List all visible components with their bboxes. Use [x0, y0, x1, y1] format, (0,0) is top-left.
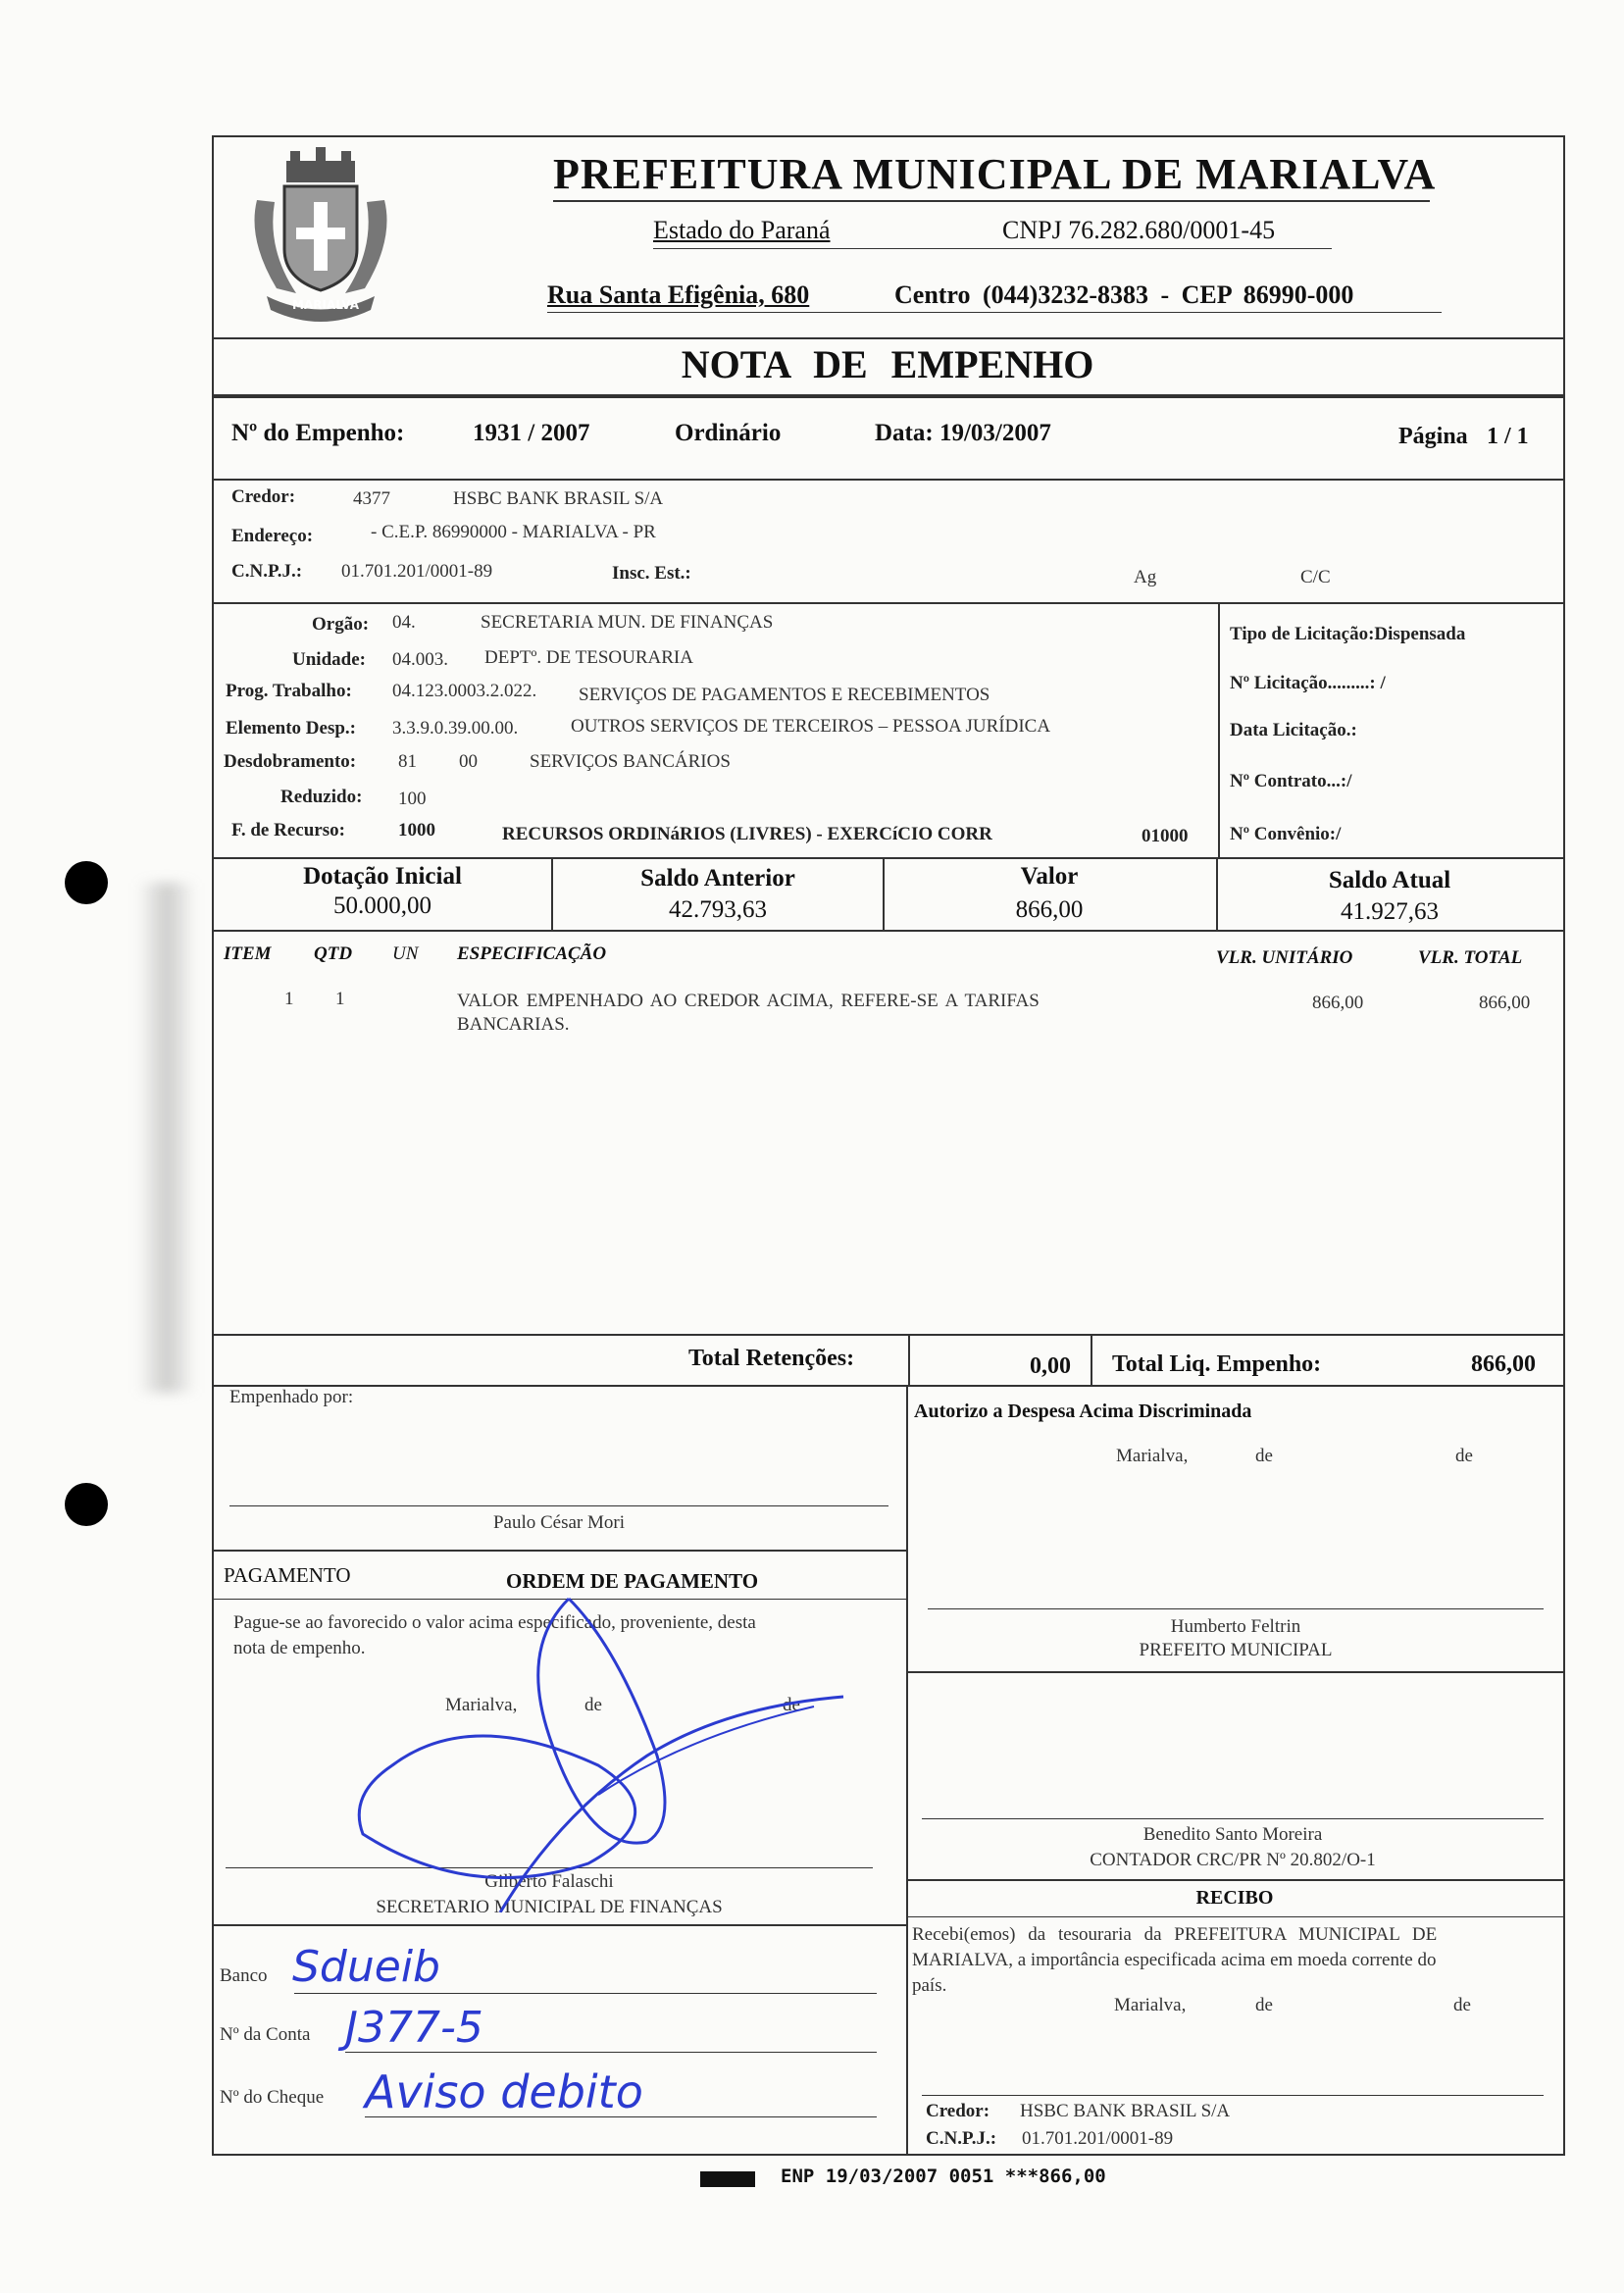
col-especificacao: ESPECIFICAÇÃO	[457, 943, 607, 964]
address-underline	[547, 312, 1442, 313]
atual-label: Saldo Atual	[1328, 867, 1451, 893]
punch-hole-bottom	[65, 1483, 108, 1526]
divider	[212, 857, 1563, 859]
fonte-sub: 01000	[1142, 826, 1189, 846]
orgao-code: 04.	[392, 612, 416, 633]
page-label: Página	[1398, 424, 1468, 449]
prefeito-title: PREFEITO MUNICIPAL	[1139, 1640, 1333, 1660]
divider	[212, 337, 1563, 339]
divider	[212, 479, 1563, 481]
elemento-value: OUTROS SERVIÇOS DE TERCEIROS – PESSOA JURÍDICA	[571, 716, 1051, 737]
cnpj-label: C.N.P.J.:	[231, 561, 303, 582]
orgao-label: Orgão:	[312, 614, 370, 635]
secretario-signature	[353, 1589, 863, 1912]
recibo-cnpj-value: 01.701.201/0001-89	[1022, 2128, 1174, 2149]
address-label: Rua Santa Efigênia, 680	[547, 280, 810, 309]
numero-licitacao: Nº Licitação.........: /	[1230, 673, 1386, 693]
endereco-label: Endereço:	[231, 526, 314, 546]
recibo-line1: Recebi(emos) da tesouraria da PREFEITURA MUNICIPAL DE	[912, 1924, 1438, 1945]
municipal-crest	[228, 141, 414, 328]
empenho-type: Ordinário	[675, 420, 782, 446]
elemento-code: 3.3.9.0.39.00.00.	[392, 718, 519, 739]
empenho-date: Data: 19/03/2007	[875, 420, 1051, 446]
empenhado-label: Empenhado por:	[229, 1387, 354, 1407]
divider	[212, 394, 1563, 398]
tipo-licitacao: Tipo de Licitação:Dispensada	[1230, 624, 1466, 644]
dotacao-label: Dotação Inicial	[303, 863, 462, 890]
recibo-line2: MARIALVA, a importância especificada acima em moeda corrente do	[912, 1950, 1437, 1970]
reduzido-label: Reduzido:	[280, 787, 363, 807]
secretario-title: SECRETARIO MUNICIPAL DE FINANÇAS	[376, 1897, 723, 1917]
divider	[212, 930, 1563, 932]
banco-value[interactable]: Sdueib	[292, 1942, 440, 1992]
numero-convenio: Nº Convênio:/	[1230, 824, 1342, 844]
data-licitacao: Data Licitação.:	[1230, 720, 1357, 740]
prefeito-name: Humberto Feltrin	[1170, 1616, 1301, 1637]
cheque-value[interactable]: Aviso debito	[365, 2065, 643, 2118]
prog-label: Prog. Trabalho:	[226, 681, 352, 701]
atual-value: 41.927,63	[1341, 898, 1439, 925]
divider	[906, 1671, 1563, 1673]
divider	[212, 1334, 1563, 1336]
empenhado-name: Paulo César Mori	[492, 1512, 626, 1533]
fonte-value: RECURSOS ORDINáRIOS (LIVRES) - EXERCíCIO CORR	[502, 824, 992, 844]
numero-contrato: Nº Contrato...:/	[1230, 771, 1352, 791]
item-vlr-total: 866,00	[1479, 993, 1531, 1013]
ordem-de1: de	[584, 1695, 602, 1715]
cnpj-header: CNPJ 76.282.680/0001-45	[1002, 216, 1276, 244]
item-espec-line2: BANCARIAS.	[457, 1014, 570, 1035]
valor-label: Valor	[1020, 863, 1079, 890]
divider	[906, 1916, 1563, 1917]
recibo-label: RECIBO	[1195, 1887, 1274, 1909]
conta-label: Nº da Conta	[220, 2024, 311, 2045]
ordem-de2: de	[783, 1695, 800, 1715]
fonte-label: F. de Recurso:	[231, 820, 345, 841]
autorizo-de1: de	[1255, 1446, 1273, 1466]
doc-title: NOTA DE EMPENHO	[681, 342, 1094, 386]
anterior-value: 42.793,63	[669, 896, 767, 923]
signature-line	[928, 1608, 1544, 1609]
recibo-de2: de	[1453, 1995, 1471, 2015]
item-qtd: 1	[335, 989, 345, 1009]
cheque-line	[365, 2116, 877, 2117]
pagamento-label: PAGAMENTO	[224, 1563, 351, 1587]
col-item: ITEM	[224, 943, 272, 964]
fonte-code: 1000	[398, 820, 435, 841]
reduzido-value: 100	[398, 789, 427, 809]
endereco-value: - C.E.P. 86990000 - MARIALVA - PR	[371, 522, 656, 542]
divider	[908, 1334, 910, 1385]
ordem-pagamento-label: ORDEM DE PAGAMENTO	[506, 1569, 759, 1593]
unidade-value: DEPTº. DE TESOURARIA	[484, 647, 693, 668]
unidade-code: 04.003.	[392, 649, 448, 670]
anterior-label: Saldo Anterior	[640, 865, 795, 892]
liquido-label: Total Liq. Empenho:	[1112, 1351, 1322, 1377]
crest-ribbon-text: MARIALVA	[292, 298, 359, 312]
recibo-credor-name: HSBC BANK BRASIL S/A	[1020, 2101, 1231, 2121]
insc-label: Insc. Est.:	[612, 563, 691, 584]
divider	[906, 1385, 908, 2154]
contador-name: Benedito Santo Moreira	[1142, 1824, 1323, 1845]
pague-line1: Pague-se ao favorecido o valor acima especificado, proveniente, desta	[233, 1612, 756, 1633]
credor-name: HSBC BANK BRASIL S/A	[453, 488, 664, 509]
scan-smudge	[137, 883, 196, 1393]
prog-code: 04.123.0003.2.022.	[392, 681, 537, 701]
stamp-mark	[700, 2171, 755, 2187]
cnpj-value: 01.701.201/0001-89	[341, 561, 493, 582]
ordem-marialva: Marialva,	[445, 1695, 518, 1715]
item-vlr-unit: 866,00	[1312, 993, 1364, 1013]
processing-stamp: ENP 19/03/2007 0051 ***866,00	[781, 2166, 1106, 2187]
page-title: PREFEITURA MUNICIPAL DE MARIALVA	[553, 150, 1437, 198]
col-vlr-unitario: VLR. UNITÁRIO	[1216, 947, 1353, 968]
pague-line2: nota de empenho.	[233, 1638, 366, 1658]
desdobramento-sub: 00	[459, 751, 478, 772]
col-qtd: QTD	[314, 943, 353, 964]
divider	[1218, 602, 1220, 859]
credor-code: 4377	[353, 488, 390, 509]
recibo-credor-label: Credor:	[926, 2101, 990, 2121]
ag-label: Ag	[1134, 567, 1157, 587]
col-vlr-total: VLR. TOTAL	[1418, 947, 1523, 968]
item-espec-line1: VALOR EMPENHADO AO CREDOR ACIMA, REFERE-SE A TARIFAS	[457, 991, 1040, 1011]
cheque-label: Nº do Cheque	[220, 2087, 325, 2108]
divider	[212, 602, 1563, 604]
col-un: UN	[392, 943, 419, 964]
recibo-de1: de	[1255, 1995, 1273, 2015]
desdobramento-value: SERVIÇOS BANCÁRIOS	[530, 751, 731, 772]
conta-value[interactable]: J377-5	[345, 2003, 483, 2053]
banco-line	[294, 1993, 877, 1994]
punch-hole-top	[65, 861, 108, 904]
empenho-label: Nº do Empenho:	[231, 420, 405, 446]
valor-value: 866,00	[1015, 896, 1084, 923]
state-underline	[653, 248, 1332, 249]
signature-line	[229, 1505, 888, 1506]
recibo-cnpj-label: C.N.P.J.:	[926, 2128, 997, 2149]
recibo-line3: país.	[912, 1975, 947, 1996]
cc-label: C/C	[1300, 567, 1331, 587]
autorizo-de2: de	[1455, 1446, 1473, 1466]
empenho-number: 1931 / 2007	[473, 420, 590, 446]
title-underline	[553, 200, 1430, 202]
page-number: 1 / 1	[1487, 424, 1529, 449]
recibo-marialva: Marialva,	[1114, 1995, 1187, 2015]
signature-line	[922, 2095, 1544, 2096]
prog-value: SERVIÇOS DE PAGAMENTOS E RECEBIMENTOS	[579, 685, 990, 705]
conta-line	[345, 2052, 877, 2053]
desdobramento-label: Desdobramento:	[224, 751, 357, 772]
autorizo-label: Autorizo a Despesa Acima Discriminada	[914, 1401, 1252, 1422]
elemento-label: Elemento Desp.:	[226, 718, 356, 739]
divider	[906, 1879, 1563, 1881]
orgao-value: SECRETARIA MUN. DE FINANÇAS	[481, 612, 774, 633]
secretario-name: Gilberto Falaschi	[484, 1871, 614, 1892]
desdobramento-code: 81	[398, 751, 417, 772]
divider	[1091, 1334, 1092, 1385]
credor-label: Credor:	[231, 486, 296, 507]
divider	[212, 1550, 906, 1552]
retencoes-label: Total Retenções:	[688, 1346, 855, 1371]
divider	[212, 1924, 906, 1926]
dotacao-value: 50.000,00	[333, 892, 431, 919]
state-label: Estado do Paraná	[653, 216, 831, 244]
contador-title: CONTADOR CRC/PR Nº 20.802/O-1	[1090, 1850, 1376, 1870]
autorizo-marialva: Marialva,	[1116, 1446, 1189, 1466]
item-number: 1	[284, 989, 294, 1009]
address-rest: Centro (044)3232-8383 - CEP 86990-000	[894, 280, 1354, 309]
banco-label: Banco	[220, 1965, 268, 1986]
unidade-label: Unidade:	[292, 649, 366, 670]
retencoes-value: 0,00	[1030, 1353, 1071, 1379]
liquido-value: 866,00	[1471, 1351, 1536, 1377]
divider	[212, 1385, 1563, 1387]
signature-line	[922, 1818, 1544, 1819]
